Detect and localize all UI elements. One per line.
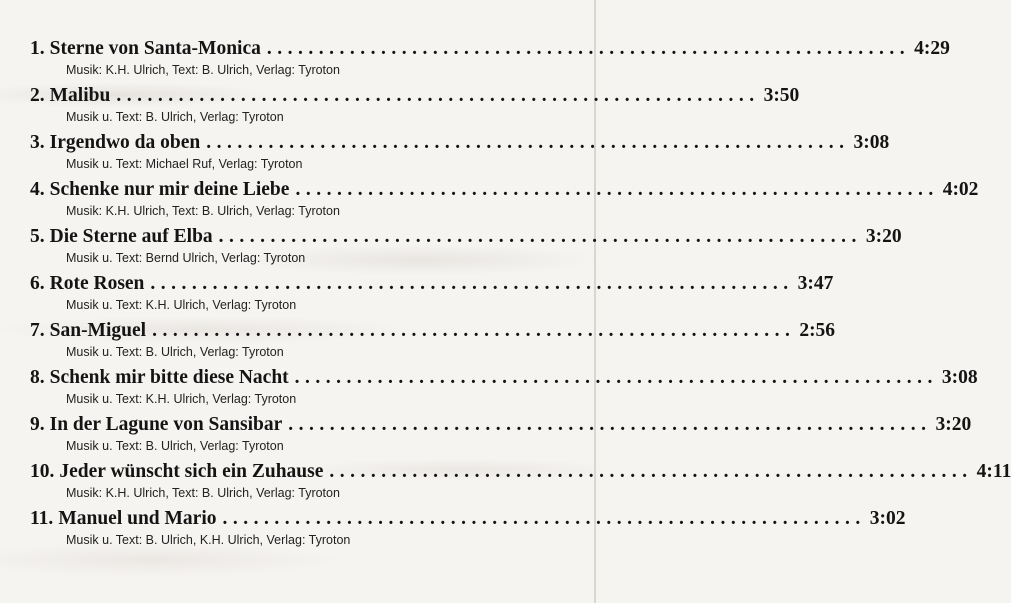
track-credit: Musik: K.H. Ulrich, Text: B. Ulrich, Verlag: Tyroton — [66, 63, 340, 77]
dot-leader: .............................................................. — [295, 179, 939, 200]
track-duration: 3:47 — [797, 273, 834, 294]
track-item — [30, 367, 978, 414]
track-credit: Musik: K.H. Ulrich, Text: B. Ulrich, Verlag: Tyroton — [66, 204, 340, 218]
track-number: 1. — [30, 38, 45, 59]
track-item — [30, 508, 906, 555]
track-title: Manuel und Mario — [58, 508, 217, 529]
track-credit: Musik u. Text: K.H. Ulrich, Verlag: Tyroton — [66, 298, 297, 312]
track-item — [30, 179, 979, 226]
track-number: 8. — [30, 367, 45, 388]
track-title: San-Miguel — [49, 320, 147, 341]
track-title-line — [30, 320, 836, 348]
track-title: Sterne von Santa-Monica — [49, 38, 261, 59]
dot-leader: .............................................................. — [288, 414, 932, 435]
track-credit: Musik u. Text: B. Ulrich, Verlag: Tyroton — [66, 110, 284, 124]
track-item — [30, 38, 950, 85]
track-title-line — [30, 508, 906, 536]
track-title: Malibu — [49, 85, 111, 106]
track-credit: Musik u. Text: K.H. Ulrich, Verlag: Tyroton — [66, 392, 297, 406]
track-title-line — [30, 38, 950, 66]
track-item — [30, 461, 1011, 508]
track-duration: 3:08 — [853, 132, 890, 153]
track-number: 2. — [30, 85, 45, 106]
track-credit: Musik u. Text: B. Ulrich, Verlag: Tyroton — [66, 345, 284, 359]
track-credit: Musik u. Text: Michael Ruf, Verlag: Tyroton — [66, 157, 303, 171]
track-title-line — [30, 461, 1011, 489]
dot-leader: .............................................................. — [116, 85, 760, 106]
track-title-line — [30, 367, 978, 395]
track-title: In der Lagune von Sansibar — [49, 414, 283, 435]
track-list — [30, 38, 1011, 555]
track-item — [30, 132, 890, 179]
track-duration: 3:08 — [941, 367, 978, 388]
dot-leader: .............................................................. — [206, 132, 850, 153]
track-number: 3. — [30, 132, 45, 153]
track-duration: 4:02 — [942, 179, 979, 200]
track-duration: 3:50 — [763, 85, 800, 106]
track-title-line — [30, 132, 890, 160]
track-duration: 4:29 — [914, 38, 950, 59]
dot-leader: .............................................................. — [222, 508, 866, 529]
track-number: 4. — [30, 179, 45, 200]
track-duration: 2:56 — [799, 320, 836, 341]
dot-leader: .............................................................. — [150, 273, 794, 294]
dot-leader: .............................................................. — [218, 226, 862, 247]
track-number: 6. — [30, 273, 45, 294]
track-duration: 3:20 — [935, 414, 972, 435]
track-credit: Musik u. Text: B. Ulrich, Verlag: Tyroton — [66, 439, 284, 453]
track-credit: Musik: K.H. Ulrich, Text: B. Ulrich, Verlag: Tyroton — [66, 486, 340, 500]
track-number: 7. — [30, 320, 45, 341]
track-title-line — [30, 273, 834, 301]
dot-leader: .............................................................. — [329, 461, 973, 482]
track-number: 9. — [30, 414, 45, 435]
track-title: Schenk mir bitte diese Nacht — [49, 367, 289, 388]
track-item — [30, 320, 836, 367]
track-title-line — [30, 85, 800, 113]
track-item — [30, 273, 834, 320]
track-title-line — [30, 414, 972, 442]
track-title-line — [30, 226, 902, 254]
track-title: Die Sterne auf Elba — [49, 226, 213, 247]
dot-leader: .............................................................. — [294, 367, 938, 388]
track-duration: 3:02 — [869, 508, 906, 529]
track-title: Schenke nur mir deine Liebe — [49, 179, 290, 200]
track-credit: Musik u. Text: Bernd Ulrich, Verlag: Tyroton — [66, 251, 306, 265]
track-number: 11. — [30, 508, 54, 529]
track-credit: Musik u. Text: B. Ulrich, K.H. Ulrich, Verlag: Tyroton — [66, 533, 351, 547]
track-title: Irgendwo da oben — [49, 132, 201, 153]
dot-leader: .............................................................. — [266, 38, 911, 59]
track-number: 5. — [30, 226, 45, 247]
track-item — [30, 85, 800, 132]
dot-leader: .............................................................. — [152, 320, 796, 341]
track-number: 10. — [30, 461, 55, 482]
track-duration: 3:20 — [865, 226, 902, 247]
track-title: Rote Rosen — [49, 273, 145, 294]
track-item — [30, 414, 972, 461]
track-title: Jeder wünscht sich ein Zuhause — [59, 461, 324, 482]
track-item — [30, 226, 902, 273]
track-duration: 4:11 — [976, 461, 1011, 482]
track-title-line — [30, 179, 979, 207]
